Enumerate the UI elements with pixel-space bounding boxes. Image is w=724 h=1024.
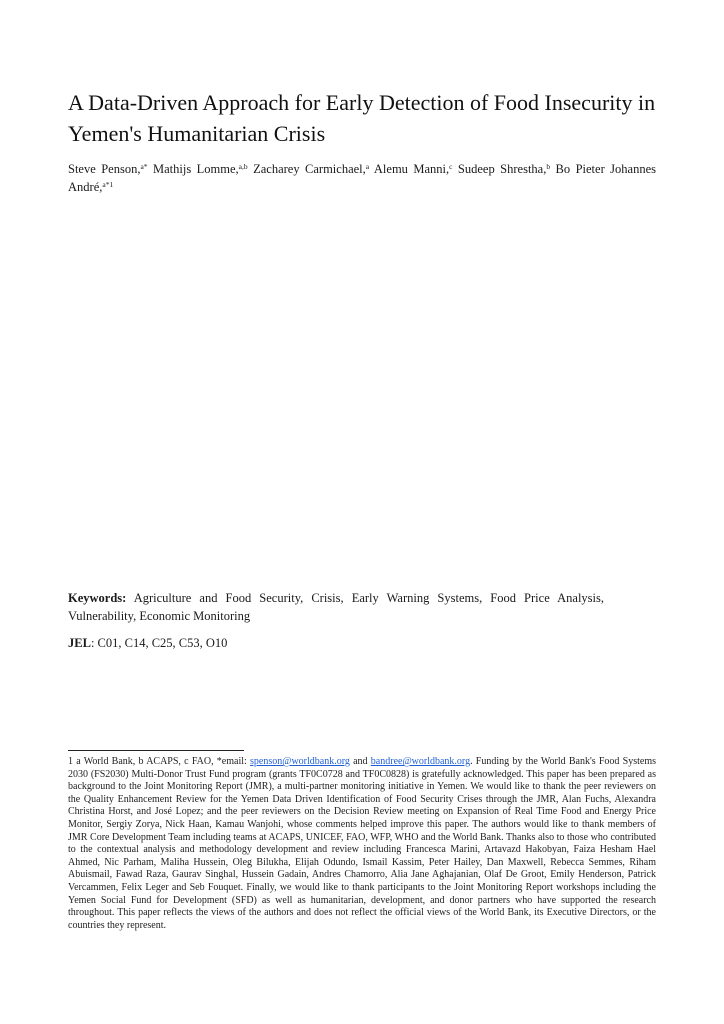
jel-section xyxy=(68,634,227,652)
jel-label: JEL xyxy=(68,636,91,650)
keywords-label: Keywords: xyxy=(68,591,127,605)
author-name: Mathijs Lomme, xyxy=(153,162,239,176)
keywords-text: Agriculture and Food Security, Crisis, Early Warning Systems, Food Price Analysis, Vulnerability, Economic Monitoring xyxy=(68,591,604,623)
footnote-separator xyxy=(68,750,244,751)
keywords-section xyxy=(68,589,604,625)
footnote xyxy=(68,756,656,932)
author-affiliation: a* xyxy=(140,162,148,171)
jel-codes: : C01, C14, C25, C53, O10 xyxy=(90,636,228,650)
author-name: Alemu Manni, xyxy=(373,162,450,176)
footnote-lead: 1 a World Bank, b ACAPS, c FAO, *email: xyxy=(68,756,251,767)
email-link-spenson[interactable]: spenson@worldbank.org xyxy=(250,756,350,767)
author-affiliation: a,b xyxy=(238,162,248,171)
footnote-body: . Funding by the World Bank's Food Systems 2030 (FS2030) Multi-Donor Trust Fund program (grants TF0C0728 and TF0C0828) is gratefully acknowledged. This paper has been prepared as background to the Joint Monitoring Report (JMR), a multi-partner monitoring initiative in Yemen. We would like to thank the peer reviewers on the Quality Enhancement Review for the Yemen Data Driven Identification of Food Security Crises through the JMR, Alan Fuchs, Alexandra Christina Horst, and José Lopez; and the peer reviewers on the Decision Review meeting on Expansion of Real Time Food and Energy Price Monitor, Sergiy Zorya, Nick Haan, Kamau Wanjohi, whose comments helped improve this paper. The authors would like to thank members of JMR Core Development Team including teams at ACAPS, UNICEF, FAO, WFP, WHO and the World Bank. Thanks also to those who contributed to the contextual analysis and methodology development and review including Francesca Marini, Artavazd Hakobyan, Faiza Hesham Hael Ahmed, Nic Parham, Maliha Hussein, Oleg Bilukha, Elijah Odundo, Ismail Kassim, Peter Hailey, Dan Maxwell, Rebecca Semmes, Riham Abuismail, Fawad Raza, Gaurav Singhal, Hussein Gadain, Andres Chamorro, Alia Jane Aghajanian, Olaf De Groot, Emily Henderson, Patrick Vercammen, Felix Leger and Seb Fouquet. Finally, we would like to thank participants to the Joint Monitoring Report workshops including the Yemen Social Fund for Development (SFD) as well as humanitarian, development, and donor partners who have supported the research throughout. This paper reflects the views of the authors and does not reflect the official views of the World Bank, its Executive Directors, or the countries they represent. xyxy=(68,756,656,931)
author-name: Bo Pieter Johannes André, xyxy=(68,162,657,194)
paper-title: A Data-Driven Approach for Early Detection of Food Insecurity in Yemen's Humanitarian Crisis xyxy=(68,90,656,146)
author-name: Sudeep Shrestha, xyxy=(457,162,547,176)
author-affiliation: a xyxy=(365,162,370,171)
author-affiliation: a*1 xyxy=(102,180,114,189)
email-link-bandree[interactable]: bandree@worldbank.org xyxy=(370,756,471,767)
author-name: Steve Penson, xyxy=(68,162,141,176)
author-affiliation: c xyxy=(449,162,453,171)
author-affiliation: b xyxy=(546,162,551,171)
footnote-and: and xyxy=(349,756,371,767)
author-list xyxy=(68,160,656,196)
author-name: Zacharey Carmichael, xyxy=(253,162,366,176)
